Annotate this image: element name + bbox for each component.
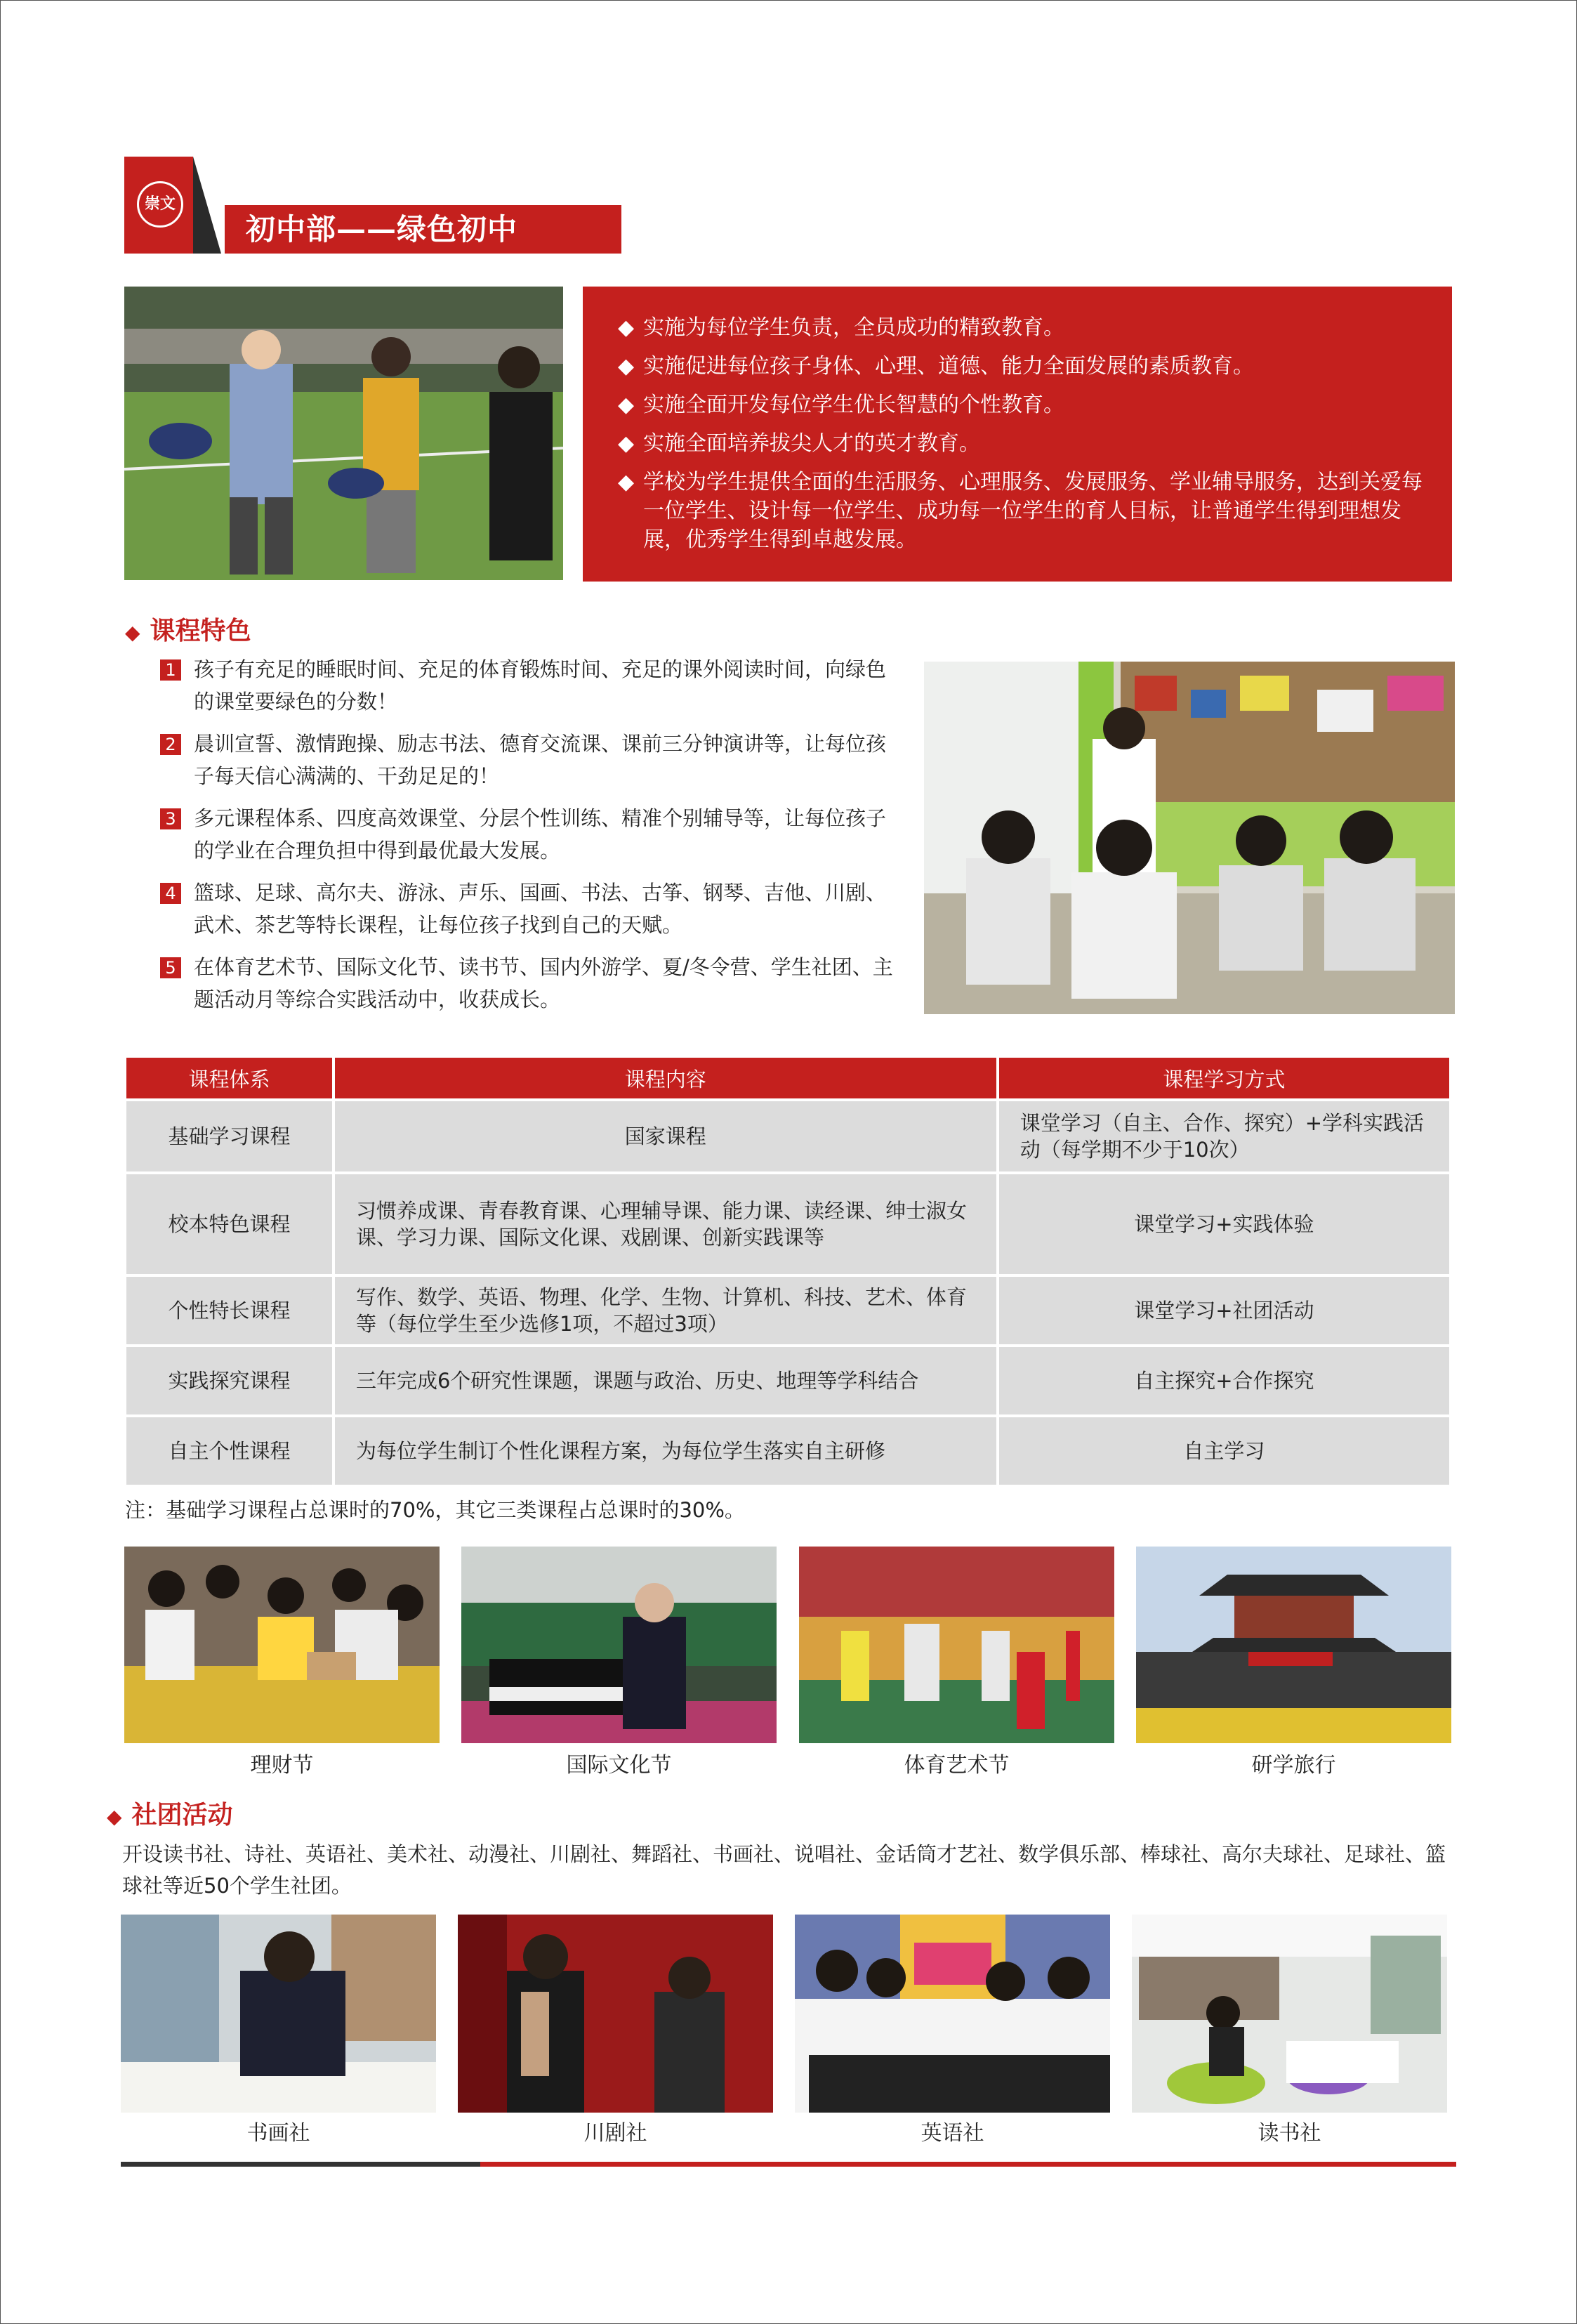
photo-sports-art-festival <box>799 1547 1114 1743</box>
photo-caption: 国际文化节 <box>566 1753 672 1778</box>
diamond-icon: ◆ <box>618 315 635 340</box>
photo-study-tour <box>1136 1547 1451 1743</box>
photo-classroom <box>924 662 1455 1014</box>
intro-point: ◆ 实施全面培养拔尖人才的英才教育。 <box>618 429 1424 458</box>
column-header: 课程学习方式 <box>999 1058 1449 1098</box>
clubs-description: 开设读书社、诗社、英语社、美术社、动漫社、川剧社、舞蹈社、书画社、说唱社、金话筒才艺社、数学俱乐部、棒球社、高尔夫球社、足球社、篮球社等近50个学生社团。 <box>122 1842 1446 1898</box>
photo-international-culture-festival <box>461 1547 777 1743</box>
school-logo: 崇文 <box>137 181 183 228</box>
diamond-icon: ◆ <box>618 393 635 417</box>
photo-finance-festival <box>124 1547 440 1743</box>
item-number-badge: 1 <box>160 659 181 681</box>
intro-point: ◆ 实施全面开发每位学生优长智慧的个性教育。 <box>618 390 1424 419</box>
footer-rule-red <box>480 2162 1456 2167</box>
diamond-icon: ◆ <box>618 354 635 379</box>
intro-box <box>583 287 1452 582</box>
intro-point: ◆ 实施为每位学生负责，全员成功的精致教育。 <box>618 313 1424 342</box>
table-cell: 课堂学习+社团活动 <box>999 1277 1449 1344</box>
photo-sichuan-opera-club <box>458 1915 773 2113</box>
header-accent <box>193 157 221 254</box>
diamond-icon: ◆ <box>125 621 140 644</box>
photo-caption: 读书社 <box>1258 2121 1321 2146</box>
table-cell: 国家课程 <box>335 1101 996 1171</box>
intro-point: ◆ 学校为学生提供全面的生活服务、心理服务、发展服务、学业辅导服务，达到关爱每一位学生、设计每一位学生、成功每一位学生的育人目标，让普通学生得到理想发展，优秀学生得到卓越发展。 <box>618 468 1424 554</box>
photo-calligraphy-club <box>121 1915 436 2113</box>
photo-caption: 研学旅行 <box>1251 1753 1336 1778</box>
photo-caption: 书画社 <box>246 2121 310 2146</box>
table-cell: 三年完成6个研究性课题，课题与政治、历史、地理等学科结合 <box>335 1347 996 1414</box>
photo-caption: 英语社 <box>921 2121 984 2146</box>
table-cell: 自主学习 <box>999 1417 1449 1485</box>
table-cell: 校本特色课程 <box>126 1174 332 1274</box>
diamond-icon: ◆ <box>618 431 635 456</box>
item-number-badge: 4 <box>160 883 181 904</box>
table-cell: 基础学习课程 <box>126 1101 332 1171</box>
table-cell: 个性特长课程 <box>126 1277 332 1344</box>
table-row <box>126 1101 1449 1171</box>
photo-caption: 川剧社 <box>583 2121 647 2146</box>
table-cell: 为每位学生制订个性化课程方案，为每位学生落实自主研修 <box>335 1417 996 1485</box>
list-item: 4 篮球、足球、高尔夫、游泳、声乐、国画、书法、古筝、钢琴、吉他、川剧、武术、茶艺等特长课程，让每位孩子找到自己的天赋。 <box>160 877 904 941</box>
list-item: 3 多元课程体系、四度高效课堂、分层个性训练、精准个别辅导等，让每位孩子的学业在合理负担中得到最优最大发展。 <box>160 802 904 867</box>
diamond-icon: ◆ <box>618 470 635 494</box>
table-cell: 写作、数学、英语、物理、化学、生物、计算机、科技、艺术、体育等（每位学生至少选修1项，不超过3项） <box>335 1277 996 1344</box>
section-title-clubs: ◆ 社团活动 <box>107 1801 233 1830</box>
photo-caption: 体育艺术节 <box>904 1753 1010 1778</box>
column-header: 课程体系 <box>126 1058 332 1098</box>
item-number-badge: 3 <box>160 808 181 829</box>
table-row <box>126 1277 1449 1344</box>
list-item: 2 晨训宣誓、激情跑操、励志书法、德育交流课、课前三分钟演讲等，让每位孩子每天信心满满的、干劲足足的！ <box>160 728 904 792</box>
table-cell: 习惯养成课、青春教育课、心理辅导课、能力课、读经课、绅士淑女课、学习力课、国际文化课、戏剧课、创新实践课等 <box>335 1174 996 1274</box>
table-cell: 实践探究课程 <box>126 1347 332 1414</box>
table-row <box>126 1174 1449 1274</box>
column-header: 课程内容 <box>335 1058 996 1098</box>
photo-reading-club <box>1132 1915 1447 2113</box>
photo-english-club <box>795 1915 1110 2113</box>
photo-rugby-lesson <box>124 287 563 580</box>
course-feature-list <box>160 653 904 1025</box>
table-cell: 自主探究+合作探究 <box>999 1347 1449 1414</box>
table-cell: 自主个性课程 <box>126 1417 332 1485</box>
table-note: 注：基础学习课程占总课时的70%，其它三类课程占总课时的30%。 <box>125 1498 745 1522</box>
photo-caption: 理财节 <box>250 1753 314 1778</box>
page-title: 初中部——绿色初中 <box>225 205 621 254</box>
item-number-badge: 5 <box>160 957 181 978</box>
item-number-badge: 2 <box>160 734 181 755</box>
footer-rule-dark <box>121 2162 480 2167</box>
table-cell: 课堂学习（自主、合作、探究）+学科实践活动（每学期不少于10次） <box>999 1101 1449 1171</box>
table-row <box>126 1347 1449 1414</box>
diamond-icon: ◆ <box>107 1805 122 1828</box>
section-title-course-features: ◆ 课程特色 <box>125 617 251 645</box>
table-row <box>126 1417 1449 1485</box>
list-item: 5 在体育艺术节、国际文化节、读书节、国内外游学、夏/冬令营、学生社团、主题活动月等综合实践活动中，收获成长。 <box>160 951 904 1016</box>
table-header-row <box>126 1058 1449 1098</box>
list-item: 1 孩子有充足的睡眠时间、充足的体育锻炼时间、充足的课外阅读时间，向绿色的课堂要绿色的分数！ <box>160 653 904 718</box>
intro-point: ◆ 实施促进每位孩子身体、心理、道德、能力全面发展的素质教育。 <box>618 352 1424 381</box>
table-cell: 课堂学习+实践体验 <box>999 1174 1449 1274</box>
course-table <box>124 1055 1452 1488</box>
